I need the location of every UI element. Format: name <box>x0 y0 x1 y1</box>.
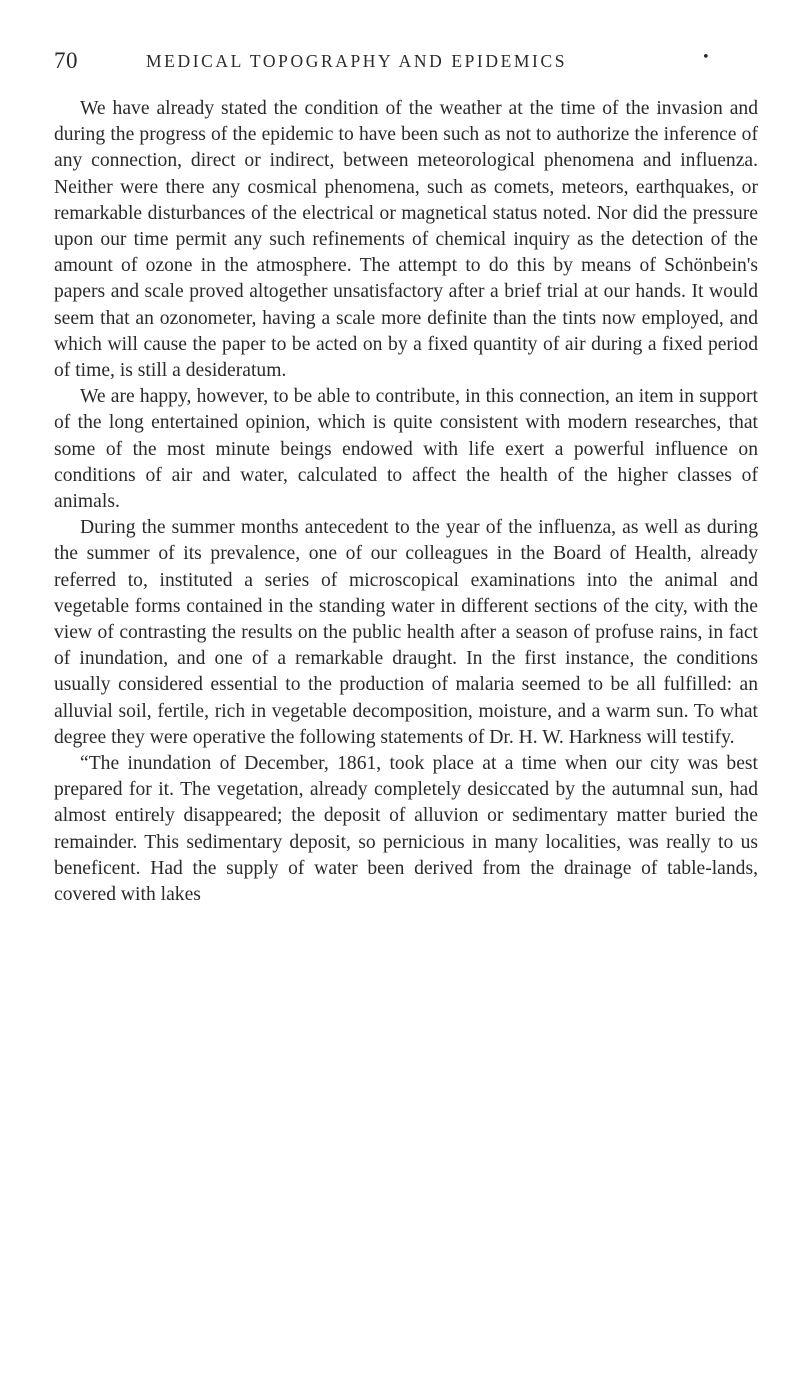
paragraph-inundation-quote: “The inundation of December, 1861, took place at a time when our city was best prepared for it. The vegetation, already completely desiccated by the autumnal sun, had almost entirely disappeared; the deposit of alluvion or sedimentary matter buried the remainder. This sedimentary deposit, so pernicious in many localities, was really to us beneficent. Had the supply of water been derived from the drainage of table-lands, covered with lakes <box>54 753 758 906</box>
body-text <box>54 96 758 908</box>
page-header <box>54 48 714 80</box>
page-number: 70 <box>54 48 78 73</box>
paragraph-minute-beings: We are happy, however, to be able to contribute, in this connection, an item in support of the long entertained opinion, which is quite consistent with modern researches, that some of the most minute beings endowed with life exert a powerful influence on conditions of air and water, calculated to affect the health of the higher classes of animals. <box>54 386 758 513</box>
header-mark: • <box>702 50 710 65</box>
running-head: MEDICAL TOPOGRAPHY AND EPIDEMICS <box>146 51 568 71</box>
paragraph-meteorology: We have already stated the condition of the weather at the time of the invasion and during the progress of the epidemic to have been such as not to authorize the inference of any connection, direct or indirect, between meteorological phenomena and influenza. Neither were there any cosmical phenomena, such as comets, meteors, earthquakes, or remarkable disturbances of the electrical or magnetical status noted. Nor did the pressure upon our time permit any such refinements of chemical inquiry as the detection of the amount of ozone in the atmosphere. The attempt to do this by means of Schönbein's papers and scale proved altogether unsatisfactory after a brief trial at our hands. It would seem that an ozonometer, having a scale more definite than the tints now employed, and which will cause the paper to be acted on by a fixed quantity of air during a fixed period of time, is still a desideratum. <box>54 98 758 382</box>
paragraph-microscopical-examinations: During the summer months antecedent to the year of the influenza, as well as during the summer of its prevalence, one of our colleagues in the Board of Health, already referred to, instituted a series of microscopical examinations into the animal and vegetable forms contained in the standing water in different sections of the city, with the view of contrasting the results on the public health after a season of profuse rains, in fact of inundation, and one of a remarkable draught. In the first instance, the conditions usually considered essential to the production of malaria seemed to be all fulfilled: an alluvial soil, fertile, rich in vegetable decomposition, moisture, and a warm sun. To what degree they were operative the following statements of Dr. H. W. Harkness will testify. <box>54 517 758 748</box>
